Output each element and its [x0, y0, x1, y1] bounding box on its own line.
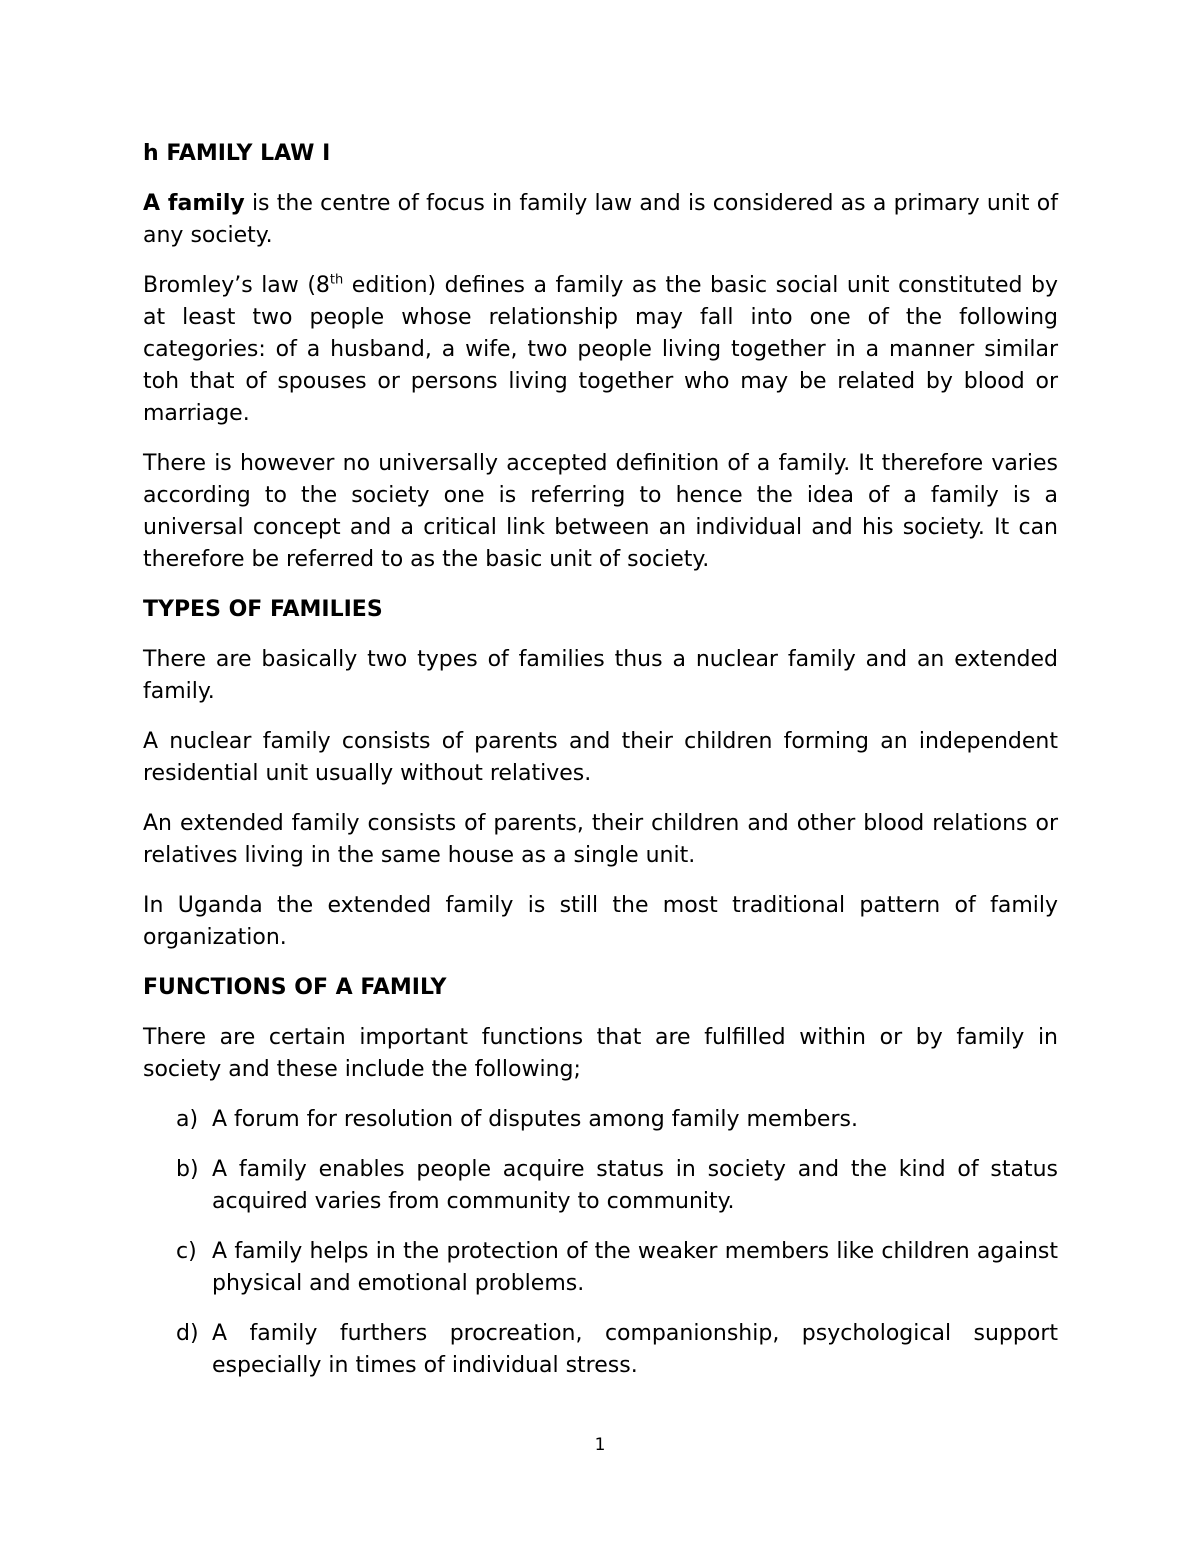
bromley-definition-paragraph [143, 270, 1058, 430]
page-number: 1 [594, 1435, 606, 1455]
list-item-text: A family furthers procreation, companionship, psychological support especially in times of individual stress. [212, 1321, 1058, 1378]
intro-text: is the centre of focus in family law and is considered as a primary unit of any society. [143, 191, 1058, 248]
list-item [143, 1318, 1058, 1382]
list-item [143, 1154, 1058, 1218]
bromley-text-start: Bromley’s law (8 [143, 273, 330, 298]
types-heading: TYPES OF FAMILIES [143, 597, 383, 622]
document-page [143, 138, 1058, 1400]
list-item-marker: c) [176, 1239, 197, 1264]
list-item [143, 1236, 1058, 1300]
extended-family-paragraph: An extended family consists of parents, their children and other blood relations or relatives living in the same house as a single unit. [143, 811, 1058, 868]
functions-heading: FUNCTIONS OF A FAMILY [143, 975, 447, 1000]
list-item-marker: a) [176, 1107, 199, 1132]
document-title: h FAMILY LAW I [143, 141, 331, 166]
nuclear-family-paragraph: A nuclear family consists of parents and their children forming an independent residential unit usually without relatives. [143, 729, 1058, 786]
list-item-text: A forum for resolution of disputes among family members. [212, 1107, 858, 1132]
no-universal-definition-paragraph: There is however no universally accepted definition of a family. It therefore varies according to the society one is referring to hence the idea of a family is a universal concept and a critical link between an individual and his society. It can therefore be referred to as the basic unit of society. [143, 451, 1058, 572]
list-item [143, 1104, 1058, 1136]
intro-paragraph [143, 188, 1058, 252]
list-item-text: A family helps in the protection of the weaker members like children against physical and emotional problems. [212, 1239, 1058, 1296]
list-item-text: A family enables people acquire status in society and the kind of status acquired varies from community to community. [212, 1157, 1058, 1214]
bromley-text-end: edition) defines a family as the basic social unit constituted by at least two people whose relationship may fall into one of the following categories: of a husband, a wife, two people living together in a manner similar toh that of spouses or persons living together who may be related by blood or marriage. [143, 273, 1058, 426]
edition-superscript: th [329, 272, 344, 288]
list-item-marker: b) [176, 1157, 199, 1182]
types-intro-paragraph: There are basically two types of families thus a nuclear family and an extended family. [143, 647, 1058, 704]
intro-lead-term: A family [143, 191, 245, 216]
list-item-marker: d) [176, 1321, 199, 1346]
uganda-paragraph: In Uganda the extended family is still the most traditional pattern of family organization. [143, 893, 1058, 950]
functions-intro-paragraph: There are certain important functions that are fulfilled within or by family in society and these include the following; [143, 1025, 1058, 1082]
functions-list [143, 1104, 1058, 1382]
